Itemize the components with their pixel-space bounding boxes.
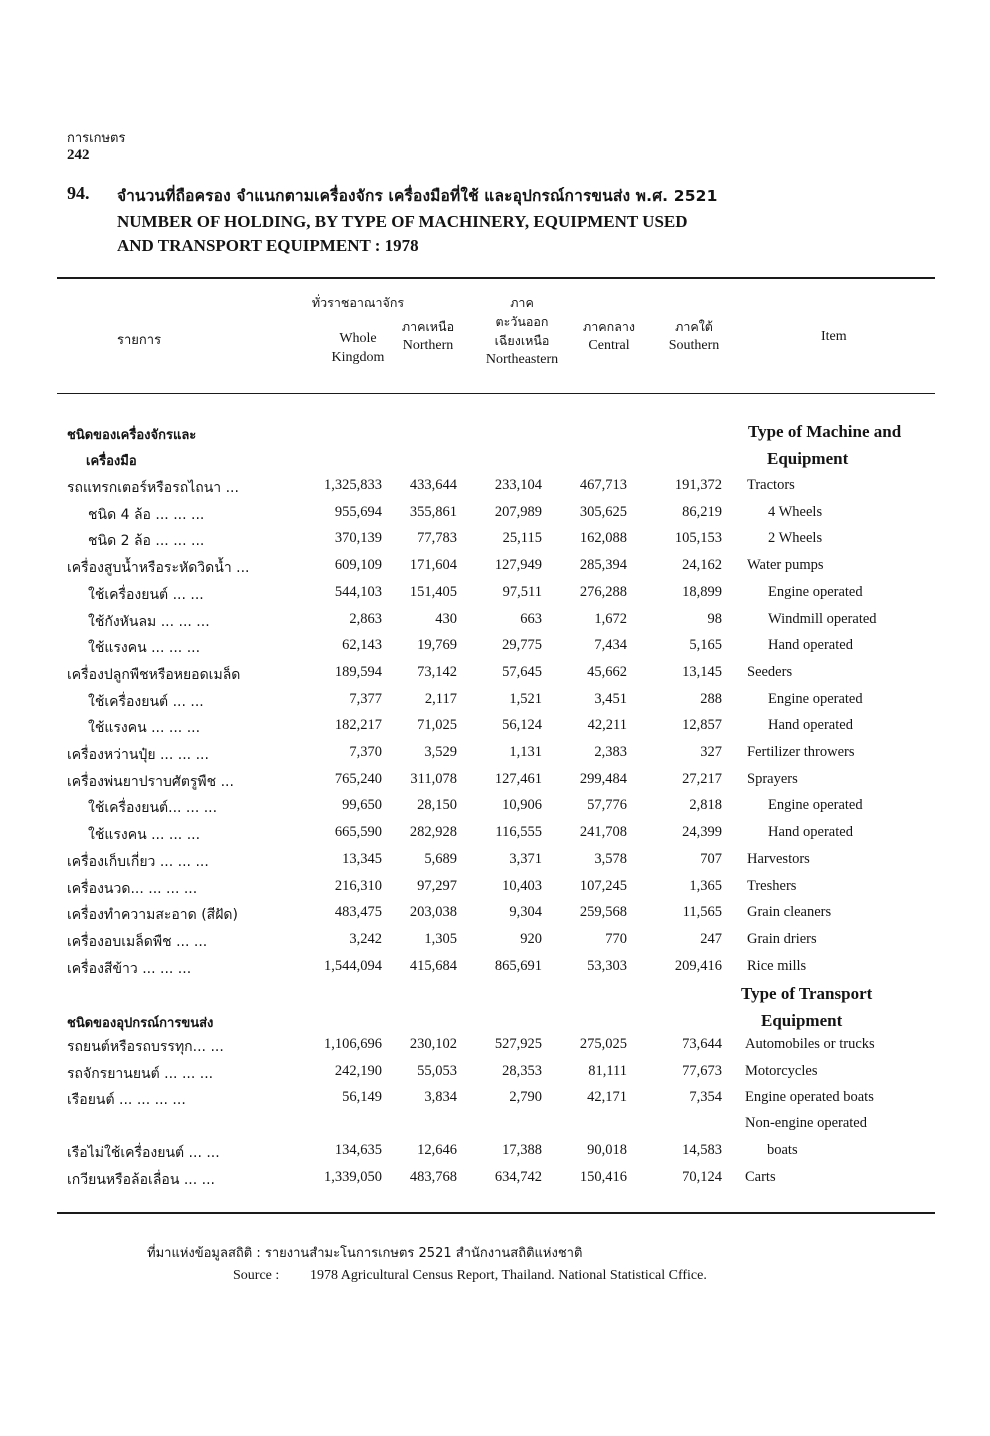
cell-central: 90,018 xyxy=(587,1142,627,1158)
table-row xyxy=(0,1063,990,1089)
cell-northern: 12,646 xyxy=(417,1142,457,1158)
table-row xyxy=(0,878,990,904)
row-label-english: Carts xyxy=(745,1169,776,1185)
cell-central: 45,662 xyxy=(587,663,627,680)
row-label-thai: เครื่องเก็บเกี่ยว ... ... ... xyxy=(67,853,209,870)
cell-northern: 311,078 xyxy=(410,770,457,787)
cell-southern: 7,354 xyxy=(689,1089,722,1105)
table-row xyxy=(0,958,990,984)
cell-central: 150,416 xyxy=(579,1169,627,1185)
cell-northeastern: 10,403 xyxy=(502,877,542,894)
cell-southern: 209,416 xyxy=(674,957,722,974)
cell-northeastern: 920 xyxy=(520,930,542,947)
row-label-thai: ใช้แรงคน ... ... ... xyxy=(88,720,201,737)
table-row xyxy=(0,824,990,850)
table-row xyxy=(0,611,990,637)
cell-southern: 191,372 xyxy=(674,477,722,493)
northern-th: ภาคเหนือ xyxy=(401,319,455,334)
section-transport-en-line2: Equipment xyxy=(761,1011,843,1030)
table-row xyxy=(0,744,990,770)
cell-southern: 73,644 xyxy=(682,1036,722,1052)
table-row xyxy=(0,1036,990,1062)
cell-southern: 1,365 xyxy=(689,877,722,894)
cell-southern: 13,145 xyxy=(682,663,722,680)
cell-southern: 327 xyxy=(700,744,722,760)
row-label-thai: ใช้แรงคน ... ... ... xyxy=(88,640,201,657)
row-label-thai: เครื่องอบเมล็ดพืช ... ... xyxy=(67,933,208,950)
cell-northeastern: 1,521 xyxy=(509,690,542,707)
cell-southern: 70,124 xyxy=(682,1169,722,1185)
cell-southern: 5,165 xyxy=(689,637,722,654)
row-label-english: Grain cleaners xyxy=(747,904,832,921)
table-row xyxy=(0,477,990,503)
cell-central: 57,776 xyxy=(587,797,627,814)
source-label: Source : xyxy=(233,1268,280,1283)
row-label-thai: เครื่องทำความสะอาด (สีฝัด) xyxy=(67,907,238,924)
cell-whole-kingdom: 99,650 xyxy=(342,797,382,814)
cell-central: 1,672 xyxy=(594,610,627,627)
row-label-thai: รถยนต์หรือรถบรรทุก... ... xyxy=(67,1039,224,1055)
column-header-northeastern xyxy=(472,293,572,369)
section-transport-th: ชนิดของอุปกรณ์การขนส่ง xyxy=(67,1016,214,1031)
cell-whole-kingdom: 955,694 xyxy=(334,503,382,520)
cell-northeastern: 127,461 xyxy=(494,770,542,787)
cell-whole-kingdom: 62,143 xyxy=(342,637,382,654)
title-english-line2: AND TRANSPORT EQUIPMENT : 1978 xyxy=(117,236,419,255)
cell-southern: 24,399 xyxy=(682,824,722,841)
table-row xyxy=(0,851,990,877)
cell-southern: 27,217 xyxy=(682,770,722,787)
section-machine-en-line2: Equipment xyxy=(767,449,849,468)
page-number: 242 xyxy=(67,147,90,163)
cell-southern: 18,899 xyxy=(682,583,722,600)
cell-northern: 3,529 xyxy=(424,744,457,760)
cell-whole-kingdom: 7,377 xyxy=(349,690,382,707)
cell-southern: 2,818 xyxy=(689,797,722,814)
row-label-thai: ชนิด 2 ล้อ ... ... ... xyxy=(88,533,205,550)
cell-central: 42,211 xyxy=(587,717,627,734)
cell-central: 42,171 xyxy=(587,1089,627,1105)
cell-northern: 203,038 xyxy=(409,904,457,921)
table-row xyxy=(0,504,990,530)
section-machine-th-line2: เครื่องมือ xyxy=(86,454,137,469)
table-row xyxy=(0,797,990,823)
cell-northern: 2,117 xyxy=(424,690,457,707)
cell-southern: 98 xyxy=(707,610,722,627)
cell-northern: 71,025 xyxy=(417,717,457,734)
table-row xyxy=(0,1115,990,1168)
cell-northeastern: 29,775 xyxy=(502,637,542,654)
column-header-item-thai: รายการ xyxy=(117,333,162,348)
central-th: ภาคกลาง xyxy=(583,319,635,334)
title-english-line1: NUMBER OF HOLDING, BY TYPE OF MACHINERY, EQUIPMENT USED xyxy=(117,212,688,231)
row-label-english: Fertilizer throwers xyxy=(747,744,855,760)
table-row xyxy=(0,637,990,663)
row-label-english: Hand operated xyxy=(768,824,853,841)
row-label-english-line2: boats xyxy=(767,1142,798,1158)
row-label-thai: เครื่องนวด... ... ... ... xyxy=(67,880,198,897)
cell-northeastern: 1,131 xyxy=(509,744,542,760)
cell-southern: 288 xyxy=(700,690,722,707)
table-row xyxy=(0,1089,990,1115)
cell-northeastern: 2,790 xyxy=(509,1089,542,1105)
cell-northeastern: 97,511 xyxy=(502,583,542,600)
column-header-southern xyxy=(656,317,732,355)
table-number: 94. xyxy=(67,183,90,203)
cell-northeastern: 25,115 xyxy=(502,530,542,547)
table-row xyxy=(0,530,990,556)
cell-southern: 105,153 xyxy=(674,530,722,547)
row-label-english: Sprayers xyxy=(747,770,798,787)
cell-whole-kingdom: 609,109 xyxy=(334,557,382,574)
cell-whole-kingdom: 189,594 xyxy=(334,663,382,680)
cell-central: 285,394 xyxy=(579,557,627,574)
cell-whole-kingdom: 483,475 xyxy=(334,904,382,921)
cell-central: 299,484 xyxy=(579,770,627,787)
southern-th: ภาคใต้ xyxy=(675,319,713,334)
cell-whole-kingdom: 1,106,696 xyxy=(324,1036,382,1052)
section-machine-en-line1: Type of Machine and xyxy=(748,422,902,441)
cell-northeastern: 10,906 xyxy=(502,797,542,814)
cell-northeastern: 127,949 xyxy=(494,557,542,574)
cell-northern: 1,305 xyxy=(424,930,457,947)
row-label-thai: ใช้กังหันลม ... ... ... xyxy=(88,613,210,630)
cell-central: 275,025 xyxy=(579,1036,627,1052)
cell-whole-kingdom: 242,190 xyxy=(334,1063,382,1079)
cell-whole-kingdom: 13,345 xyxy=(342,850,382,867)
cell-northern: 55,053 xyxy=(417,1063,457,1079)
row-label-english: 4 Wheels xyxy=(768,503,823,520)
cell-southern: 12,857 xyxy=(682,717,722,734)
cell-southern: 247 xyxy=(700,930,722,947)
cell-northeastern: 56,124 xyxy=(502,717,542,734)
cell-northern: 73,142 xyxy=(417,663,457,680)
section-transport-en-line1: Type of Transport xyxy=(741,984,873,1003)
cell-central: 770 xyxy=(605,930,627,947)
central-en: Central xyxy=(588,338,630,353)
row-label-english: Treshers xyxy=(747,877,797,894)
table-row xyxy=(0,557,990,583)
cell-northeastern: 634,742 xyxy=(494,1169,542,1185)
table-row xyxy=(0,931,990,957)
row-label-thai: เครื่องพ่นยาปราบศัตรูพืช ... xyxy=(67,773,234,790)
cell-central: 81,111 xyxy=(588,1063,627,1079)
cell-whole-kingdom: 7,370 xyxy=(349,744,382,760)
cell-whole-kingdom: 56,149 xyxy=(342,1089,382,1105)
cell-central: 241,708 xyxy=(579,824,627,841)
row-label-english: Engine operated xyxy=(768,797,863,814)
row-label-english: Windmill operated xyxy=(768,610,877,627)
cell-central: 467,713 xyxy=(579,477,627,493)
row-label-english: Engine operated boats xyxy=(745,1089,874,1105)
row-label-english: Tractors xyxy=(747,477,795,493)
table-row xyxy=(0,1169,990,1195)
row-label-english: Grain driers xyxy=(747,930,817,947)
row-label-thai: ใช้เครื่องยนต์ ... ... xyxy=(88,586,204,603)
header-rule xyxy=(57,393,935,394)
table-top-rule xyxy=(57,277,935,279)
cell-whole-kingdom: 3,242 xyxy=(349,930,382,947)
cell-southern: 14,583 xyxy=(682,1142,722,1158)
row-label-english: Hand operated xyxy=(768,637,853,654)
table-bottom-rule xyxy=(57,1212,935,1214)
cell-northern: 5,689 xyxy=(424,850,457,867)
row-label-thai: เครื่องสูบน้ำหรือระหัดวิดน้ำ ... xyxy=(67,560,250,577)
cell-northern: 77,783 xyxy=(417,530,457,547)
row-label-english: Automobiles or trucks xyxy=(745,1036,875,1052)
cell-southern: 11,565 xyxy=(682,904,722,921)
row-label-thai: ใช้เครื่องยนต์... ... ... xyxy=(88,800,218,817)
row-label-thai: เกวียนหรือล้อเลื่อน ... ... xyxy=(67,1172,215,1188)
cell-southern: 77,673 xyxy=(682,1063,722,1079)
cell-whole-kingdom: 216,310 xyxy=(334,877,382,894)
whole-kingdom-en2: Kingdom xyxy=(331,350,385,365)
column-header-item-english: Item xyxy=(821,329,847,344)
cell-northeastern: 663 xyxy=(520,610,542,627)
cell-central: 7,434 xyxy=(594,637,627,654)
row-label-english: Hand operated xyxy=(768,717,853,734)
cell-whole-kingdom: 1,339,050 xyxy=(324,1169,382,1185)
row-label-thai: เครื่องสีข้าว ... ... ... xyxy=(67,960,192,977)
row-label-english-line1: Non-engine operated xyxy=(745,1115,867,1131)
cell-northeastern: 17,388 xyxy=(502,1142,542,1158)
northeastern-th1: ภาค xyxy=(510,295,534,310)
cell-northern: 483,768 xyxy=(409,1169,457,1185)
cell-central: 3,578 xyxy=(594,850,627,867)
cell-whole-kingdom: 370,139 xyxy=(334,530,382,547)
cell-central: 107,245 xyxy=(579,877,627,894)
table-row xyxy=(0,664,990,690)
northeastern-en: Northeastern xyxy=(485,352,559,367)
cell-northeastern: 865,691 xyxy=(494,957,542,974)
row-label-english: Water pumps xyxy=(747,557,824,574)
cell-northeastern: 233,104 xyxy=(494,477,542,493)
row-label-thai: ใช้แรงคน ... ... ... xyxy=(88,827,201,844)
cell-whole-kingdom: 1,544,094 xyxy=(324,957,382,974)
column-header-northern xyxy=(388,317,468,355)
row-label-thai: เครื่องปลูกพืชหรือหยอดเมล็ด xyxy=(67,666,241,683)
cell-whole-kingdom: 134,635 xyxy=(334,1142,382,1158)
cell-whole-kingdom: 765,240 xyxy=(334,770,382,787)
cell-northeastern: 527,925 xyxy=(494,1036,542,1052)
cell-northern: 282,928 xyxy=(409,824,457,841)
cell-central: 3,451 xyxy=(594,690,627,707)
cell-central: 259,568 xyxy=(579,904,627,921)
row-label-thai: ชนิด 4 ล้อ ... ... ... xyxy=(88,506,205,523)
cell-northern: 171,604 xyxy=(409,557,457,574)
row-label-thai: เรือยนต์ ... ... ... ... xyxy=(67,1092,186,1108)
cell-northeastern: 57,645 xyxy=(502,663,542,680)
whole-kingdom-en1: Whole xyxy=(339,331,377,346)
cell-northeastern: 116,555 xyxy=(495,824,542,841)
row-label-english: Engine operated xyxy=(768,583,863,600)
cell-whole-kingdom: 182,217 xyxy=(334,717,382,734)
row-label-thai: เรือไม่ใช้เครื่องยนต์ ... ... xyxy=(67,1145,220,1161)
cell-northern: 151,405 xyxy=(409,583,457,600)
row-label-english: Engine operated xyxy=(768,690,863,707)
source-thai: ที่มาแห่งข้อมูลสถิติ : รายงานสำมะโนการเกษตร 2521 สำนักงานสถิติแห่งชาติ xyxy=(147,1246,583,1261)
table-row xyxy=(0,584,990,610)
cell-whole-kingdom: 544,103 xyxy=(334,583,382,600)
cell-northern: 433,644 xyxy=(409,477,457,493)
table-row xyxy=(0,717,990,743)
column-header-central xyxy=(571,317,647,355)
cell-northern: 430 xyxy=(435,610,457,627)
cell-whole-kingdom: 2,863 xyxy=(349,610,382,627)
cell-northern: 230,102 xyxy=(409,1036,457,1052)
source-text: 1978 Agricultural Census Report, Thailand. National Statistical Cffice. xyxy=(310,1268,707,1283)
row-label-thai: รถแทรกเตอร์หรือรถไถนา ... xyxy=(67,480,239,496)
cell-southern: 86,219 xyxy=(682,503,722,520)
cell-northern: 3,834 xyxy=(424,1089,457,1105)
row-label-thai: เครื่องหว่านปุ๋ย ... ... ... xyxy=(67,747,209,763)
row-label-english: Seeders xyxy=(747,663,793,680)
cell-central: 162,088 xyxy=(579,530,627,547)
row-label-english: 2 Wheels xyxy=(768,530,823,547)
cell-northeastern: 28,353 xyxy=(502,1063,542,1079)
northeastern-th2: ตะวันออก xyxy=(495,314,549,329)
cell-northern: 415,684 xyxy=(409,957,457,974)
cell-northern: 19,769 xyxy=(417,637,457,654)
southern-en: Southern xyxy=(668,338,720,353)
cell-northeastern: 9,304 xyxy=(509,904,542,921)
cell-northern: 97,297 xyxy=(417,877,457,894)
cell-whole-kingdom: 665,590 xyxy=(334,824,382,841)
row-label-thai: รถจักรยานยนต์ ... ... ... xyxy=(67,1066,214,1082)
table-row xyxy=(0,904,990,930)
row-label-english: Rice mills xyxy=(747,957,807,974)
cell-central: 305,625 xyxy=(579,503,627,520)
row-label-thai: ใช้เครื่องยนต์ ... ... xyxy=(88,693,204,710)
section-machine-th-line1: ชนิดของเครื่องจักรและ xyxy=(67,428,197,443)
cell-northeastern: 207,989 xyxy=(494,503,542,520)
northeastern-th3: เฉียงเหนือ xyxy=(494,333,550,348)
cell-central: 2,383 xyxy=(594,744,627,760)
row-label-english: Motorcycles xyxy=(745,1063,818,1079)
running-head: การเกษตร xyxy=(67,131,126,146)
cell-northeastern: 3,371 xyxy=(509,850,542,867)
table-row xyxy=(0,771,990,797)
table-row xyxy=(0,691,990,717)
cell-northern: 355,861 xyxy=(409,503,457,520)
row-label-english: Harvestors xyxy=(747,850,810,867)
cell-northern: 28,150 xyxy=(417,797,457,814)
cell-central: 276,288 xyxy=(579,583,627,600)
cell-whole-kingdom: 1,325,833 xyxy=(324,477,382,493)
cell-southern: 24,162 xyxy=(682,557,722,574)
cell-central: 53,303 xyxy=(587,957,627,974)
northern-en: Northern xyxy=(402,338,454,353)
title-thai: จำนวนที่ถือครอง จำแนกตามเครื่องจักร เครื่องมือที่ใช้ และอุปกรณ์การขนส่ง พ.ศ. 2521 xyxy=(117,187,718,205)
whole-kingdom-th: ทั่วราชอาณาจักร xyxy=(311,295,405,310)
cell-southern: 707 xyxy=(700,850,722,867)
